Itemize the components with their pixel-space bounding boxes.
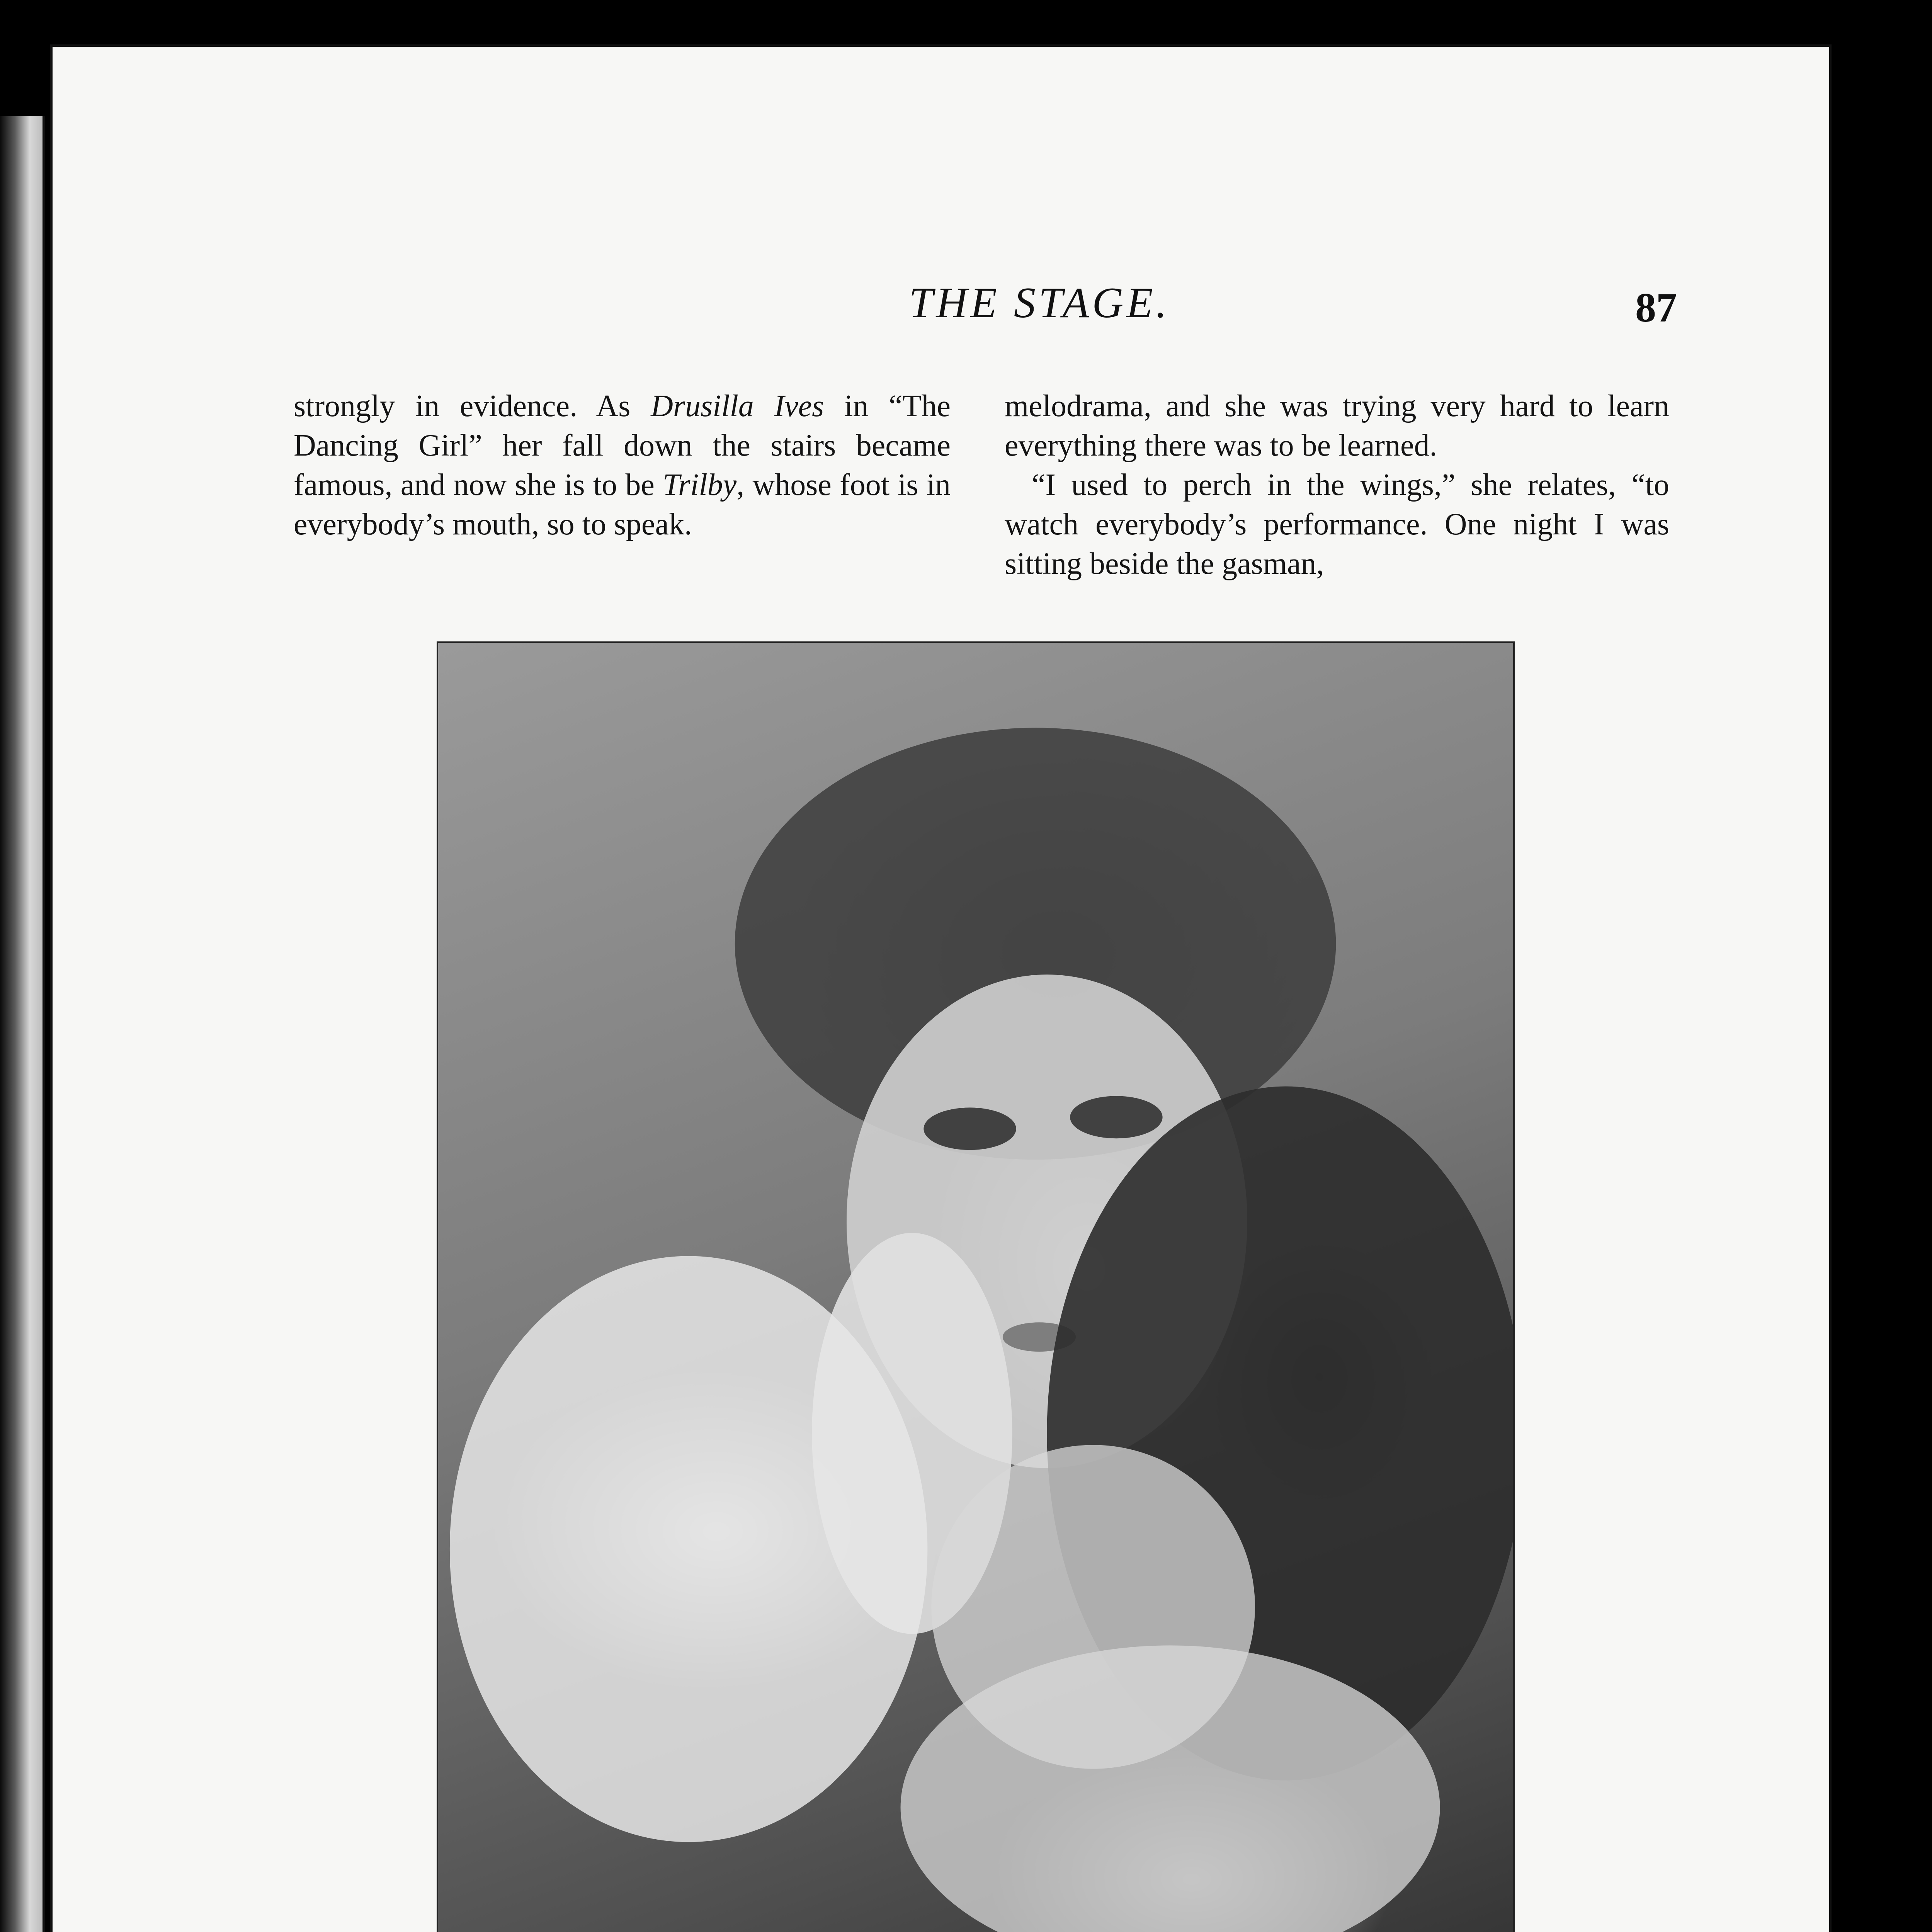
italic-text: Trilby: [663, 468, 737, 502]
paragraph: [294, 386, 951, 544]
text-run: strongly in evidence. As: [294, 389, 651, 423]
paragraph: [1005, 386, 1669, 465]
paragraph: [1005, 465, 1669, 583]
column-top-left: [294, 386, 951, 544]
column-top-right: [1005, 386, 1669, 583]
previous-page-edge: [0, 116, 45, 1932]
text-run: in “The Dancing Girl” her fall down the stairs became famous, and now she is to be: [294, 389, 951, 502]
text-run: “I used to perch in the wings,” she relates, “to watch everybody’s performance. One night I was sitting beside the gasman,: [1005, 468, 1669, 581]
text-run: melodrama, and she was trying very hard to learn everything there was to be learned.: [1005, 389, 1669, 463]
text-run: , whose foot is in everybody’s mouth, so to speak.: [294, 468, 951, 541]
running-head: THE STAGE.: [909, 279, 1170, 327]
portrait-photograph: [437, 641, 1515, 1932]
page-number: 87: [1635, 285, 1677, 331]
portrait-illustration: [438, 643, 1513, 1932]
italic-text: Drusilla Ives: [651, 389, 824, 423]
